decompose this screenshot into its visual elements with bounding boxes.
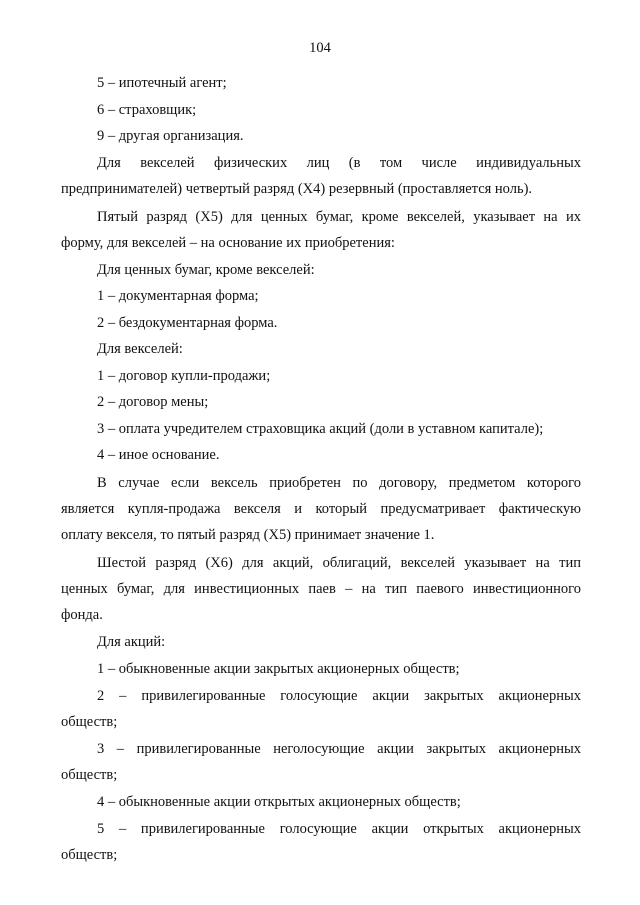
- text-line: обществ;: [61, 767, 118, 783]
- text-line: Шестой разряд (Х6) для акций, облигаций, векселей указывает на тип: [97, 555, 581, 571]
- text-line: 2 – привилегированные голосующие акции закрытых акционерных: [97, 688, 581, 704]
- text-line: 5 – привилегированные голосующие акции открытых акционерных: [97, 821, 581, 837]
- page-number: 104: [309, 40, 331, 56]
- text-line: Для акций:: [97, 634, 166, 650]
- text-line: 1 – обыкновенные акции закрытых акционерных обществ;: [97, 661, 460, 677]
- text-line: 2 – бездокументарная форма.: [97, 315, 278, 331]
- text-line: является купля-продажа векселя и который предусматривает фактическую: [61, 501, 581, 517]
- text-line: 5 – ипотечный агент;: [97, 75, 227, 91]
- text-line: 4 – иное основание.: [97, 447, 220, 463]
- text-line: 3 – привилегированные неголосующие акции закрытых акционерных: [97, 741, 581, 757]
- text-line: форму, для векселей – на основание их приобретения:: [61, 235, 395, 251]
- text-line: Для векселей:: [97, 341, 183, 357]
- text-line: 2 – договор мены;: [97, 394, 209, 410]
- text-line: 1 – документарная форма;: [97, 288, 259, 304]
- text-line: 1 – договор купли-продажи;: [97, 368, 271, 384]
- text-line: Для векселей физических лиц (в том числе индивидуальных: [97, 155, 581, 171]
- text-line: Для ценных бумаг, кроме векселей:: [97, 262, 315, 278]
- text-line: Пятый разряд (Х5) для ценных бумаг, кроме векселей, указывает на их: [97, 209, 581, 225]
- text-line: 4 – обыкновенные акции открытых акционерных обществ;: [97, 794, 461, 810]
- text-line: 9 – другая организация.: [97, 128, 244, 144]
- text-line: 3 – оплата учредителем страховщика акций (доли в уставном капитале);: [97, 421, 544, 437]
- text-line: предпринимателей) четвертый разряд (Х4) резервный (проставляется ноль).: [61, 181, 533, 197]
- text-line: В случае если вексель приобретен по договору, предметом которого: [97, 475, 581, 491]
- text-line: 6 – страховщик;: [97, 102, 197, 118]
- text-line: фонда.: [61, 607, 103, 623]
- text-line: обществ;: [61, 847, 118, 863]
- text-line: обществ;: [61, 714, 118, 730]
- text-line: оплату векселя, то пятый разряд (Х5) принимает значение 1.: [61, 527, 435, 543]
- text-line: ценных бумаг, для инвестиционных паев – на тип паевого инвестиционного: [61, 581, 581, 597]
